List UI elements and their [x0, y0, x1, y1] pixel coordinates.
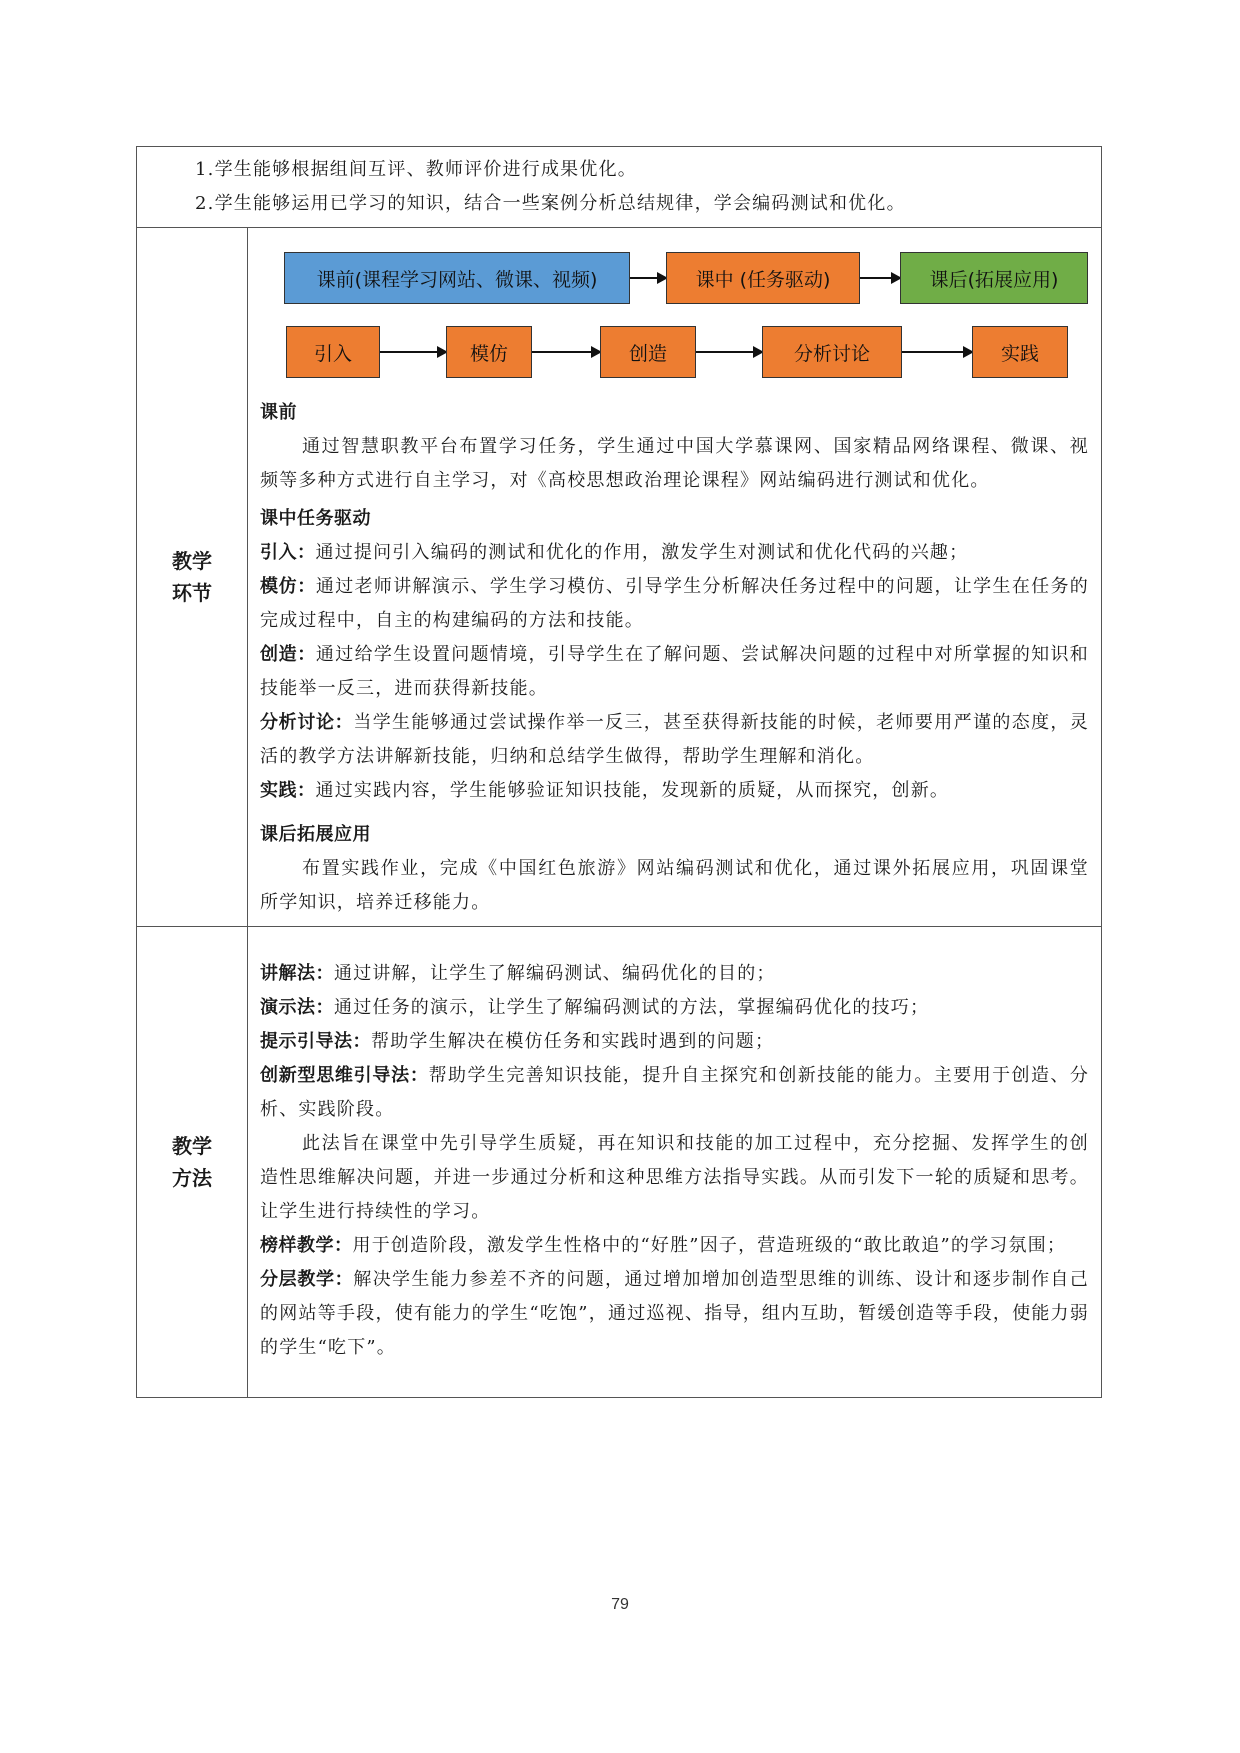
in-class-item-intro: 引入：通过提问引入编码的测试和优化的作用，激发学生对测试和优化代码的兴趣；: [260, 542, 969, 563]
objective-2: 2.学生能够运用已学习的知识，结合一些案例分析总结规律，学会编码测试和优化。: [195, 193, 906, 214]
in-class-item-discuss: 分析讨论：当学生能够通过尝试操作举一反三，甚至获得新技能的时候，老师要用严谨的态度，灵活的教学方法讲解新技能，归纳和总结学生做得，帮助学生理解和消化。: [260, 712, 1089, 767]
teaching-methods-label: 教学方法: [172, 1134, 212, 1190]
flow-arrow: [860, 277, 900, 279]
teaching-methods-row: [137, 926, 1101, 1397]
teaching-process-label: 教学环节: [172, 549, 212, 605]
flow-box-imitate: 模仿: [446, 326, 532, 378]
flow-box-in-class: 课中 (任务驱动): [666, 252, 860, 304]
flow-arrow: [532, 351, 600, 353]
pre-class-text: 通过智慧职教平台布置学习任务，学生通过中国大学慕课网、国家精品网络课程、微课、视频等多种方式进行自主学习，对《高校思想政治理论课程》网站编码进行测试和优化。: [260, 436, 1089, 491]
process-flowchart: [260, 228, 1089, 390]
teaching-process-content: [248, 228, 1101, 926]
method-item: 提示引导法：帮助学生解决在模仿任务和实践时遇到的问题；: [260, 1031, 775, 1052]
in-class-item-imitate: 模仿：通过老师讲解演示、学生学习模仿、引导学生分析解决任务过程中的问题，让学生在任务的完成过程中，自主的构建编码的方法和技能。: [260, 576, 1090, 631]
method-item: 分层教学：解决学生能力参差不齐的问题，通过增加增加创造型思维的训练、设计和逐步制作自己的网站等手段，使有能力的学生“吃饱”，通过巡视、指导，组内互助，暂缓创造等手段，使能力弱的学生“吃下”。: [260, 1269, 1089, 1358]
flow-box-post-class: 课后(拓展应用): [900, 252, 1088, 304]
post-class-title: 课后拓展应用: [260, 824, 371, 845]
method-item: 创新型思维引导法：帮助学生完善知识技能，提升自主探究和创新技能的能力。主要用于创造、分析、实践阶段。: [260, 1065, 1090, 1120]
flow-arrow: [630, 277, 666, 279]
method-item: 榜样教学：用于创造阶段，激发学生性格中的“好胜”因子，营造班级的“敢比敢追”的学习氛围；: [260, 1235, 1067, 1256]
teaching-process-label-cell: [137, 228, 248, 926]
flow-arrow: [902, 351, 972, 353]
flow-box-practice: 实践: [972, 326, 1068, 378]
teaching-methods-content: [248, 927, 1101, 1397]
in-class-item-practice: 实践：通过实践内容，学生能够验证知识技能，发现新的质疑，从而探究，创新。: [260, 780, 950, 801]
flow-box-pre-class: 课前(课程学习网站、微课、视频): [284, 252, 630, 304]
method-item: 演示法：通过任务的演示，让学生了解编码测试的方法，掌握编码优化的技巧；: [260, 997, 930, 1018]
pre-class-title: 课前: [260, 402, 297, 423]
in-class-title: 课中任务驱动: [260, 508, 371, 529]
teaching-methods-label-cell: [137, 927, 248, 1397]
lesson-plan-table: [136, 146, 1102, 1398]
objectives-row: [137, 147, 1101, 227]
flow-box-intro: 引入: [286, 326, 380, 378]
in-class-item-create: 创造：通过给学生设置问题情境，引导学生在了解问题、尝试解决问题的过程中对所掌握的知识和技能举一反三，进而获得新技能。: [260, 644, 1090, 699]
objectives-cell: [137, 147, 1101, 227]
flow-box-create: 创造: [600, 326, 696, 378]
page-number: 79: [611, 1596, 629, 1613]
method-extra-text: 此法旨在课堂中先引导学生质疑，再在知识和技能的加工过程中，充分挖掘、发挥学生的创造性思维解决问题，并进一步通过分析和这种思维方法指导实践。从而引发下一轮的质疑和思考。让学生进行持续性的学习。: [260, 1133, 1089, 1222]
flow-arrow: [380, 351, 446, 353]
post-class-text: 布置实践作业，完成《中国红色旅游》网站编码测试和优化，通过课外拓展应用，巩固课堂所学知识，培养迁移能力。: [260, 858, 1089, 913]
flow-arrow: [696, 351, 762, 353]
teaching-process-row: [137, 227, 1101, 926]
method-item: 讲解法：通过讲解，让学生了解编码测试、编码优化的目的；: [260, 963, 776, 984]
flow-box-discuss: 分析讨论: [762, 326, 902, 378]
objective-1: 1.学生能够根据组间互评、教师评价进行成果优化。: [195, 159, 637, 180]
